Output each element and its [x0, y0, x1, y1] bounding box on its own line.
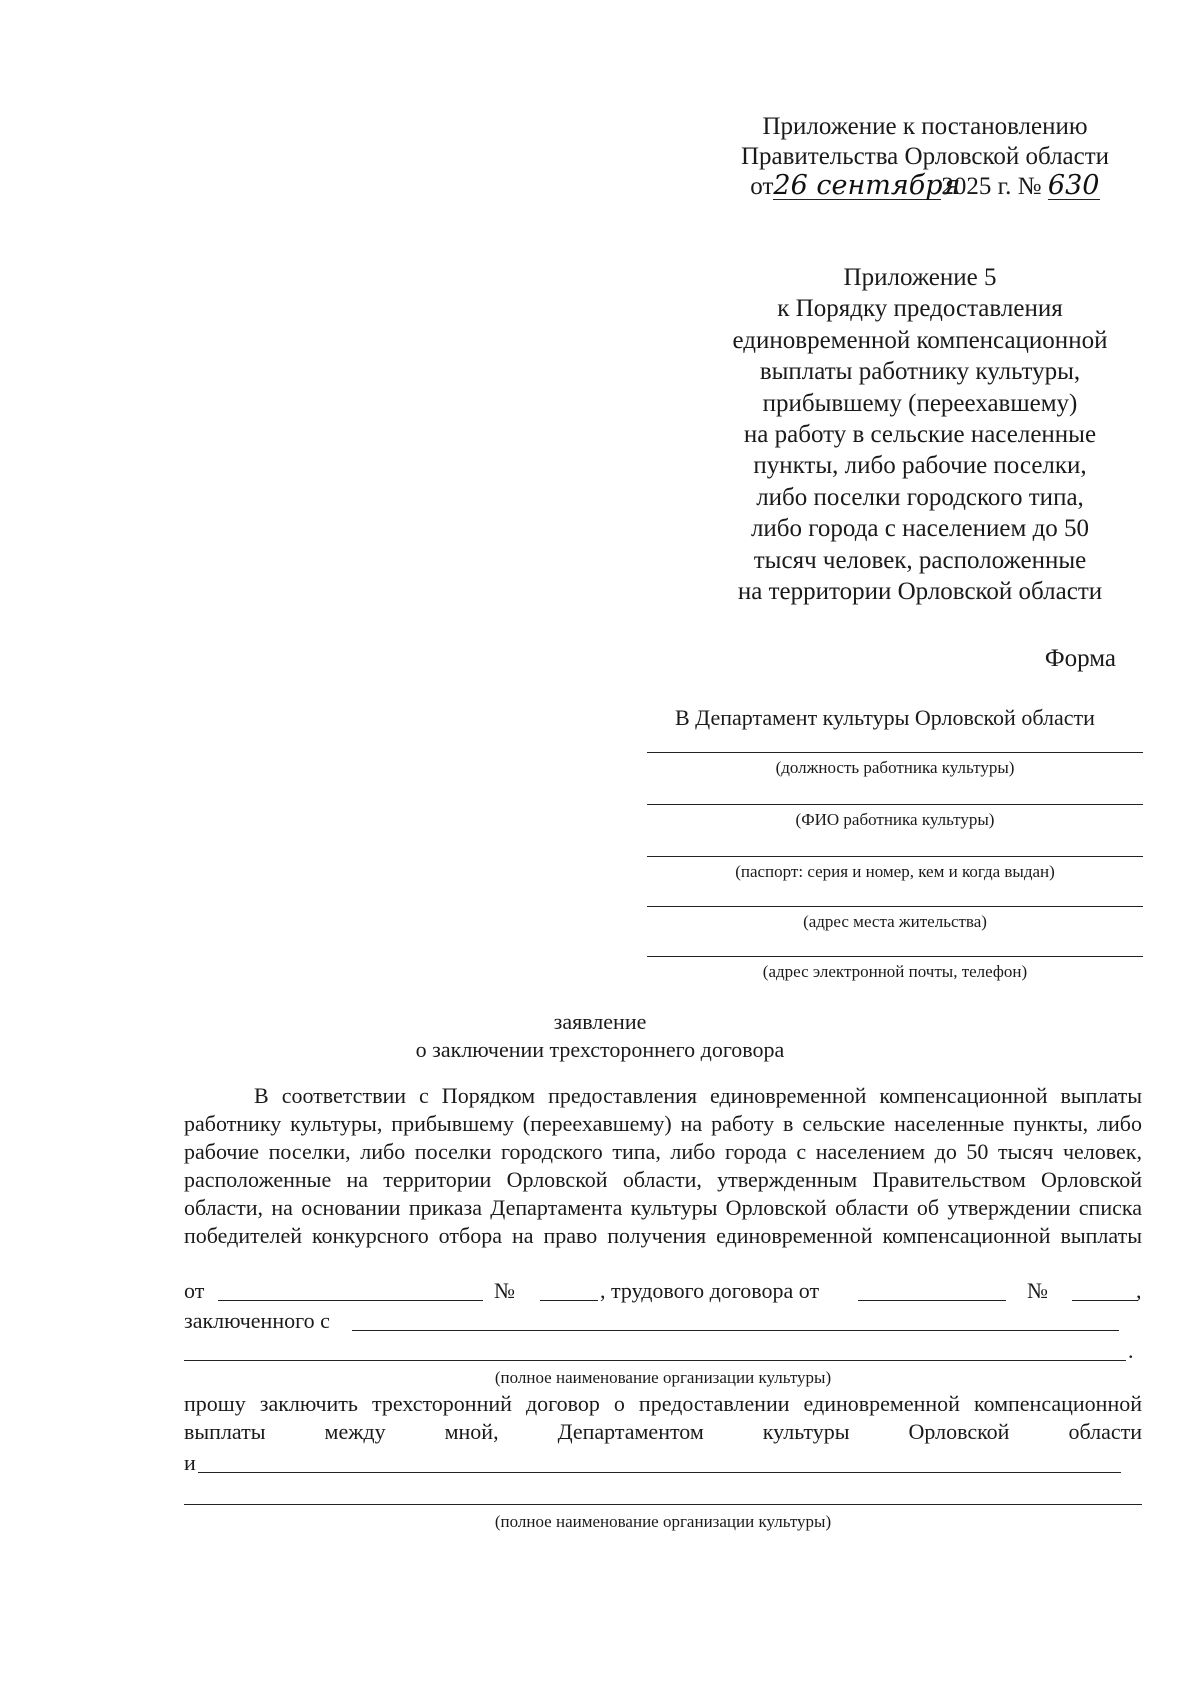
resolution-header [700, 112, 1150, 202]
from-label: от [184, 1278, 205, 1303]
appendix-line: к Порядку предоставления [777, 295, 1063, 323]
organization-caption-2: (полное наименование организации культуры) [494, 1512, 832, 1531]
title-line-2: о заключении трехстороннего договора [415, 1037, 785, 1062]
and-label: и [184, 1450, 196, 1475]
appendix-line: тысяч человек, расположенные [753, 546, 1087, 574]
field-line-contacts [647, 956, 1143, 957]
date-prefix: от [750, 173, 774, 200]
appendix-line: на территории Орловской области [737, 578, 1103, 606]
organization-blank-2[interactable] [184, 1338, 1126, 1361]
and-row [184, 1450, 1142, 1478]
organization-line-row-2 [184, 1482, 1142, 1510]
handwritten-date: 26 сентября [773, 170, 961, 201]
appendix-line: либо поселки городского типа, [756, 483, 1084, 511]
request-paragraph: прошу заключить трехсторонний договор о предоставлении единовременной компенсационной выплаты между мной, Департаментом культуры Орловской области [184, 1391, 1142, 1444]
appendix-line: пункты, либо рабочие поселки, [753, 452, 1087, 480]
row-period: . [1128, 1338, 1134, 1363]
handwritten-number: 630 [1047, 170, 1100, 201]
field-line-passport [647, 856, 1143, 857]
field-line-position [647, 752, 1143, 753]
order-number-blank[interactable] [540, 1278, 598, 1301]
appendix-block [700, 262, 1140, 607]
appendix-line: единовременной компенсационной [732, 326, 1108, 354]
caption-address: (адрес места жительства) [803, 912, 987, 931]
row-comma: , [1136, 1278, 1142, 1303]
organization-blank-3[interactable] [198, 1450, 1121, 1473]
field-line-address [647, 906, 1143, 907]
labor-contract-label: , трудового договора от [600, 1278, 820, 1303]
appendix-line: на работу в сельские населенные [743, 421, 1097, 449]
order-date-blank[interactable] [218, 1278, 483, 1301]
resolution-line-2: Правительства Орловской области [740, 143, 1110, 170]
organization-blank-1[interactable] [352, 1308, 1119, 1331]
appendix-line: прибывшему (переехавшему) [762, 389, 1078, 417]
concluded-with-row [184, 1308, 1142, 1336]
title-line-1: заявление [553, 1009, 647, 1034]
appendix-line: либо города с населением до 50 [750, 515, 1090, 543]
appendix-line: выплаты работнику культуры, [759, 358, 1081, 386]
field-line-fio [647, 804, 1143, 805]
date-year: 2025 г. № [941, 173, 1042, 200]
statement-title [0, 1008, 1200, 1064]
caption-position: (должность работника культуры) [775, 758, 1015, 777]
caption-passport: (паспорт: серия и номер, кем и когда выдан) [735, 862, 1055, 881]
caption-fio: (ФИО работника культуры) [795, 810, 995, 829]
resolution-date-line [700, 172, 1150, 202]
organization-line-row [184, 1338, 1142, 1366]
form-label: Форма [1044, 645, 1116, 672]
department-addressee: В Департамент культуры Орловской области [675, 705, 1095, 730]
caption-contacts: (адрес электронной почты, телефон) [762, 962, 1028, 981]
contract-number-blank[interactable] [1072, 1278, 1138, 1301]
organization-blank-4[interactable] [184, 1482, 1142, 1505]
order-number-label: № [494, 1278, 515, 1303]
concluded-with-label: заключенного с [184, 1308, 330, 1333]
resolution-line-1: Приложение к постановлению [762, 113, 1088, 140]
organization-caption-1: (полное наименование организации культуры) [494, 1368, 832, 1387]
order-date-row [184, 1278, 1142, 1306]
statement-paragraph: В соответствии с Порядком предоставления единовременной компенсационной выплаты работнику культуры, прибывшему (переехавшему) на работу в сельские населенные пункты, либо рабочие поселки, либо поселки городского типа, либо города с населением до 50 тысяч человек, расположенные на территории Орловской области, утвержденным Правительством Орловской области, на основании приказа Департамента культуры Орловской области об утверждении списка победителей конкурсного отбора на право получения единовременной компенсационной выплаты [184, 1083, 1142, 1248]
contract-date-blank[interactable] [858, 1278, 1006, 1301]
appendix-line: Приложение 5 [843, 264, 997, 291]
contract-number-label: № [1027, 1278, 1048, 1303]
